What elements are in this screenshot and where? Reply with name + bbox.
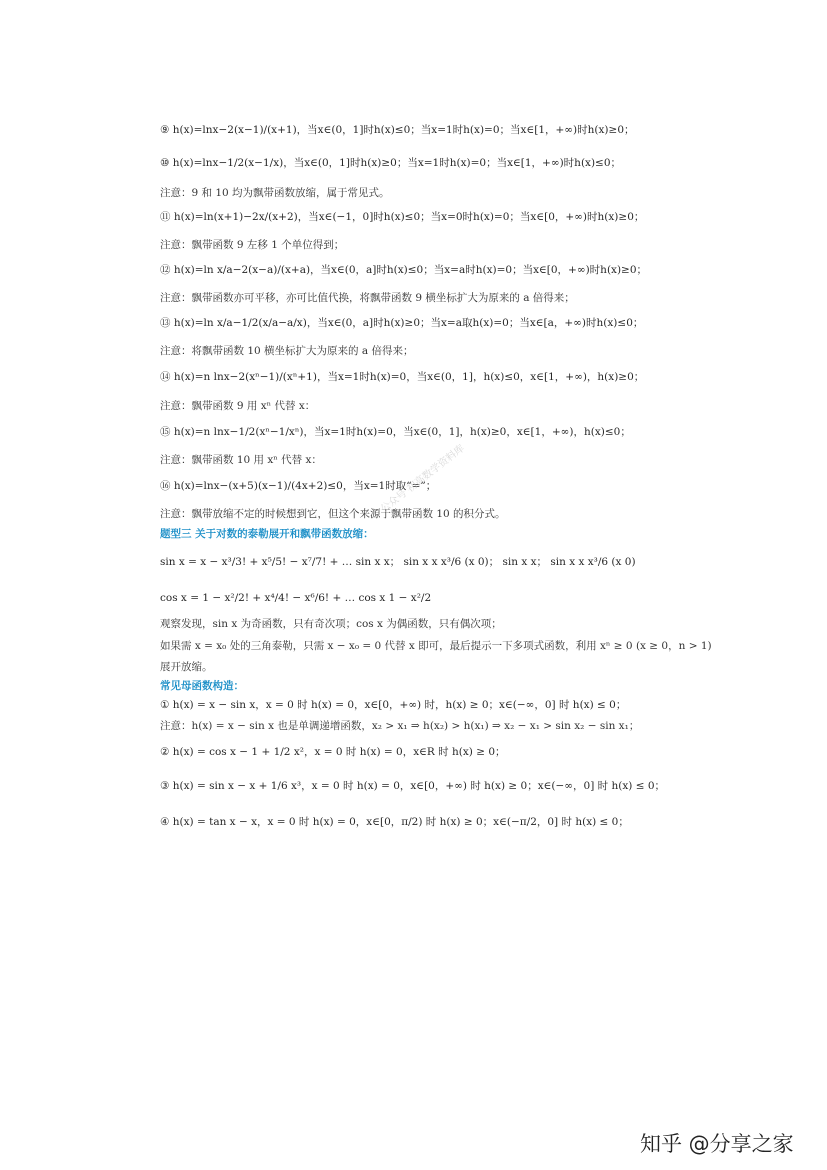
- note-13: 注意：将飘带函数 10 横坐标扩大为原来的 a 倍得来；: [160, 345, 414, 357]
- note-15: 注意：飘带函数 10 用 xⁿ 代替 x：: [160, 454, 322, 466]
- formula-12: ⑫ h(x)=ln x/a−2(x−a)/(x+a)，当x∈(0，a]时h(x)≤0；当x=a时h(x)=0；当x∈[0，+∞)时h(x)≥0；: [160, 264, 648, 276]
- note-11: 注意：飘带函数 9 左移 1 个单位得到；: [160, 239, 345, 251]
- note-12: 注意：飘带函数亦可平移，亦可比值代换，将飘带函数 9 横坐标扩大为原来的 a 倍得来；: [160, 292, 575, 304]
- mother-note: 注意：h(x) = x − sin x 也是单调递增函数，x₂ > x₁ ⇒ h(x₂) > h(x₁) ⇒ x₂ − x₁ > sin x₂ − sin x₁；: [160, 720, 640, 732]
- formula-16: ⑯ h(x)=lnx−(x+5)(x−1)/(4x+2)≤0，当x=1时取“=”；: [160, 480, 437, 492]
- formula-14: ⑭ h(x)=n lnx−2(xⁿ−1)/(xⁿ+1)，当x=1时h(x)=0，当x∈(0，1]，h(x)≤0，x∈[1，+∞)，h(x)≥0；: [160, 371, 645, 383]
- mother-1: ① h(x) = x − sin x，x = 0 时 h(x) = 0，x∈[0，+∞) 时，h(x) ≥ 0；x∈(−∞，0] 时 h(x) ≤ 0；: [160, 699, 627, 711]
- formula-10: ⑩ h(x)=lnx−1/2(x−1/x)，当x∈(0，1]时h(x)≥0；当x=1时h(x)=0；当x∈[1，+∞)时h(x)≤0；: [160, 157, 622, 169]
- formula-11: ⑪ h(x)=ln(x+1)−2x/(x+2)，当x∈(−1，0]时h(x)≤0；当x=0时h(x)=0；当x∈[0，+∞)时h(x)≥0；: [160, 211, 645, 223]
- observe-line-1: 观察发现，sin x 为奇函数，只有奇次项；cos x 为偶函数，只有偶次项；: [160, 618, 502, 630]
- note-14: 注意：飘带函数 9 用 xⁿ 代替 x：: [160, 400, 316, 412]
- observe-line-3: 展开放缩。: [160, 661, 213, 673]
- formula-9: ⑨ h(x)=lnx−2(x−1)/(x+1)，当x∈(0，1]时h(x)≤0；当x=1时h(x)=0；当x∈[1，+∞)时h(x)≥0；: [160, 124, 635, 136]
- note-16: 注意：飘带放缩不定的时候想到它，但这个来源于飘带函数 10 的积分式。: [160, 508, 506, 520]
- observe-line-2: 如果需 x = x₀ 处的三角泰勒，只需 x − x₀ = 0 代替 x 即可，最后提示一下多项式函数，利用 xⁿ ≥ 0 (x ≥ 0，n > 1): [160, 640, 712, 652]
- mother-3: ③ h(x) = sin x − x + 1/6 x³，x = 0 时 h(x) = 0，x∈[0，+∞) 时 h(x) ≥ 0；x∈(−∞，0] 时 h(x) ≤ 0；: [160, 780, 666, 792]
- mother-4: ④ h(x) = tan x − x，x = 0 时 h(x) = 0，x∈[0，π/2) 时 h(x) ≥ 0；x∈(−π/2，0] 时 h(x) ≤ 0；: [160, 816, 629, 828]
- mother-function-title: 常见母函数构造：: [160, 680, 244, 692]
- taylor-cos: cos x = 1 − x²/2! + x⁴/4! − x⁶/6! + … cos x 1 − x²/2: [160, 592, 432, 604]
- zhihu-brand: 知乎 @分享之家: [640, 1132, 794, 1156]
- section-3-title: 题型三 关于对数的泰勒展开和飘带函数放缩：: [160, 528, 374, 540]
- note-9-10: 注意：9 和 10 均为飘带函数放缩，属于常见式。: [160, 187, 390, 199]
- watermark: 公众号 初高数学资料库: [378, 442, 467, 516]
- formula-15: ⑮ h(x)=n lnx−1/2(xⁿ−1/xⁿ)，当x=1时h(x)=0，当x∈(0，1]，h(x)≥0，x∈[1，+∞)，h(x)≤0；: [160, 426, 631, 438]
- taylor-sin: sin x = x − x³/3! + x⁵/5! − x⁷/7! + … sin x x； sin x x x³/6 (x 0)； sin x x； sin x x x³/6 (x 0): [160, 556, 636, 568]
- formula-13: ⑬ h(x)=ln x/a−1/2(x/a−a/x)，当x∈(0，a]时h(x)≥0；当x=a取h(x)=0；当x∈[a，+∞)时h(x)≤0；: [160, 317, 644, 329]
- mother-2: ② h(x) = cos x − 1 + 1/2 x²，x = 0 时 h(x) = 0，x∈R 时 h(x) ≥ 0；: [160, 746, 506, 758]
